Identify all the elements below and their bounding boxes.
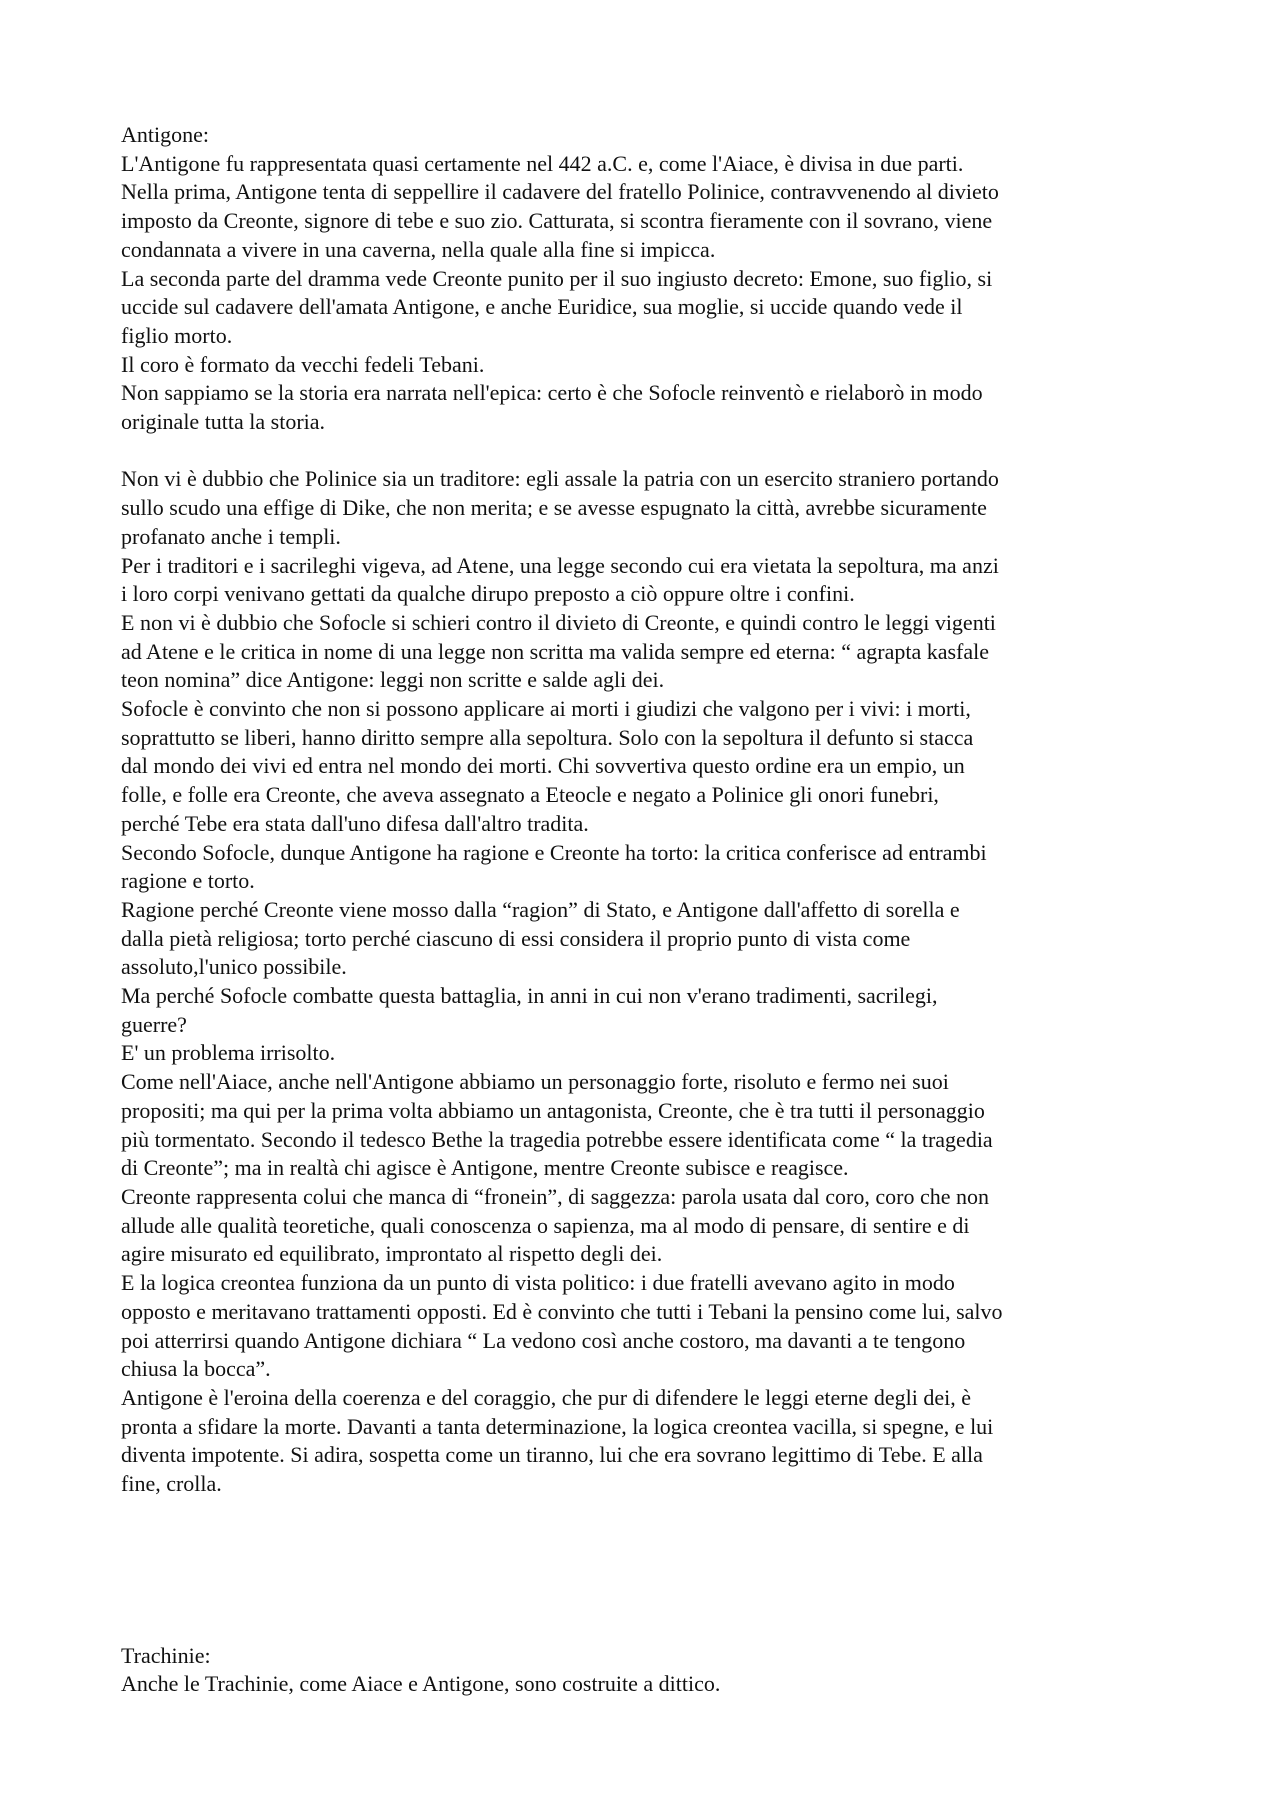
- text-line: Creonte rappresenta colui che manca di “fronein”, di saggezza: parola usata dal coro, coro che non: [121, 1184, 989, 1209]
- text-line: Il coro è formato da vecchi fedeli Tebani.: [121, 351, 485, 377]
- text-line: poi atterrirsi quando Antigone dichiara “ La vedono così anche costoro, ma davanti a te tengono: [121, 1327, 966, 1353]
- antigone-intro-paragraphs: [121, 150, 1171, 437]
- section-heading-trachinie: Trachinie:: [121, 1642, 211, 1668]
- paragraph-spacer: [121, 437, 1171, 466]
- text-line: opposto e meritavano trattamenti opposti. Ed è convinto che tutti i Tebani la pensino come lui, salvo: [121, 1298, 1003, 1324]
- text-line: E la logica creontea funziona da un punto di vista politico: i due fratelli avevano agito in modo: [121, 1270, 955, 1296]
- text-line: teon nomina” dice Antigone: leggi non scritte e salde agli dei.: [121, 667, 665, 693]
- text-line: Per i traditori e i sacrileghi vigeva, ad Atene, una legge secondo cui era vietata la sepoltura, ma anzi: [121, 552, 999, 578]
- text-line: Antigone è l'eroina della coerenza e del coraggio, che pur di difendere le leggi eterne degli dei, è: [121, 1384, 971, 1410]
- text-line: originale tutta la storia.: [121, 409, 326, 435]
- text-line: Nella prima, Antigone tenta di seppellire il cadavere del fratello Polinice, contravvenendo al divieto: [121, 179, 999, 205]
- text-line: condannata a vivere in una caverna, nella quale alla fine si impicca.: [121, 236, 716, 262]
- text-line: Non sappiamo se la storia era narrata nell'epica: certo è che Sofocle reinventò e rielaborò in modo: [121, 380, 983, 406]
- text-line: uccide sul cadavere dell'amata Antigone, e anche Euridice, sua moglie, si uccide quando vede il: [121, 294, 963, 320]
- text-line: Non vi è dubbio che Polinice sia un traditore: egli assale la patria con un esercito straniero portando: [121, 466, 999, 492]
- text-line: perché Tebe era stata dall'uno difesa dall'altro tradita.: [121, 810, 589, 836]
- text-line: Anche le Trachinie, come Aiace e Antigone, sono costruite a dittico.: [121, 1671, 721, 1697]
- text-line: dalla pietà religiosa; torto perché ciascuno di essi considera il proprio punto di vista come: [121, 925, 911, 951]
- text-line: profanato anche i templi.: [121, 523, 341, 549]
- document-page: [121, 121, 1171, 1699]
- text-line: folle, e folle era Creonte, che aveva assegnato a Eteocle e negato a Polinice gli onori funebri,: [121, 782, 939, 808]
- trachinie-paragraphs: [121, 1670, 1171, 1699]
- text-line: di Creonte”; ma in realtà chi agisce è Antigone, mentre Creonte subisce e reagisce.: [121, 1155, 849, 1181]
- text-line: dal mondo dei vivi ed entra nel mondo dei morti. Chi sovvertiva questo ordine era un empio, un: [121, 753, 965, 779]
- text-line: fine, crolla.: [121, 1471, 222, 1497]
- antigone-analysis-paragraphs: [121, 465, 1171, 1498]
- text-line: pronta a sfidare la morte. Davanti a tanta determinazione, la logica creontea vacilla, si spegne, e lui: [121, 1413, 994, 1439]
- text-line: Come nell'Aiace, anche nell'Antigone abbiamo un personaggio forte, risoluto e fermo nei suoi: [121, 1069, 949, 1095]
- text-line: chiusa la bocca”.: [121, 1356, 271, 1382]
- text-line: agire misurato ed equilibrato, improntato al rispetto degli dei.: [121, 1241, 663, 1267]
- text-line: E non vi è dubbio che Sofocle si schieri contro il divieto di Creonte, e quindi contro le leggi vigenti: [121, 609, 996, 635]
- text-line: L'Antigone fu rappresentata quasi certamente nel 442 a.C. e, come l'Aiace, è divisa in due parti.: [121, 150, 964, 176]
- text-line: figlio morto.: [121, 322, 233, 348]
- text-line: E' un problema irrisolto.: [121, 1040, 336, 1066]
- text-line: sullo scudo una effige di Dike, che non merita; e se avesse espugnato la città, avrebbe sicuramente: [121, 495, 987, 521]
- text-line: ragione e torto.: [121, 868, 255, 894]
- section-heading-antigone: Antigone:: [121, 122, 209, 147]
- text-line: diventa impotente. Si adira, sospetta come un tiranno, lui che era sovrano legittimo di Tebe. E alla: [121, 1442, 983, 1468]
- section-spacer: [121, 1499, 1171, 1642]
- text-line: i loro corpi venivano gettati da qualche dirupo preposto a ciò oppure oltre i confini.: [121, 581, 855, 607]
- text-line: soprattutto se liberi, hanno diritto sempre alla sepoltura. Solo con la sepoltura il defunto si stacca: [121, 724, 974, 750]
- text-line: guerre?: [121, 1011, 187, 1037]
- text-line: Ma perché Sofocle combatte questa battaglia, in anni in cui non v'erano tradimenti, sacrilegi,: [121, 983, 938, 1009]
- text-line: Secondo Sofocle, dunque Antigone ha ragione e Creonte ha torto: la critica conferisce ad entrambi: [121, 839, 987, 865]
- text-line: propositi; ma qui per la prima volta abbiamo un antagonista, Creonte, che è tra tutti il personaggio: [121, 1097, 985, 1123]
- text-line: assoluto,l'unico possibile.: [121, 954, 347, 980]
- text-line: ad Atene e le critica in nome di una legge non scritta ma valida sempre ed eterna: “ agrapta kasfale: [121, 638, 990, 664]
- text-line: Ragione perché Creonte viene mosso dalla “ragion” di Stato, e Antigone dall'affetto di sorella e: [121, 896, 960, 922]
- text-line: La seconda parte del dramma vede Creonte punito per il suo ingiusto decreto: Emone, suo figlio, si: [121, 265, 993, 291]
- text-line: imposto da Creonte, signore di tebe e suo zio. Catturata, si scontra fieramente con il sovrano, viene: [121, 208, 993, 234]
- text-line: allude alle qualità teoretiche, quali conoscenza o sapienza, ma al modo di pensare, di sentire e di: [121, 1212, 970, 1238]
- text-line: più tormentato. Secondo il tedesco Bethe la tragedia potrebbe essere identificata come “ la tragedia: [121, 1126, 993, 1152]
- text-line: Sofocle è convinto che non si possono applicare ai morti i giudizi che valgono per i vivi: i morti,: [121, 696, 971, 722]
